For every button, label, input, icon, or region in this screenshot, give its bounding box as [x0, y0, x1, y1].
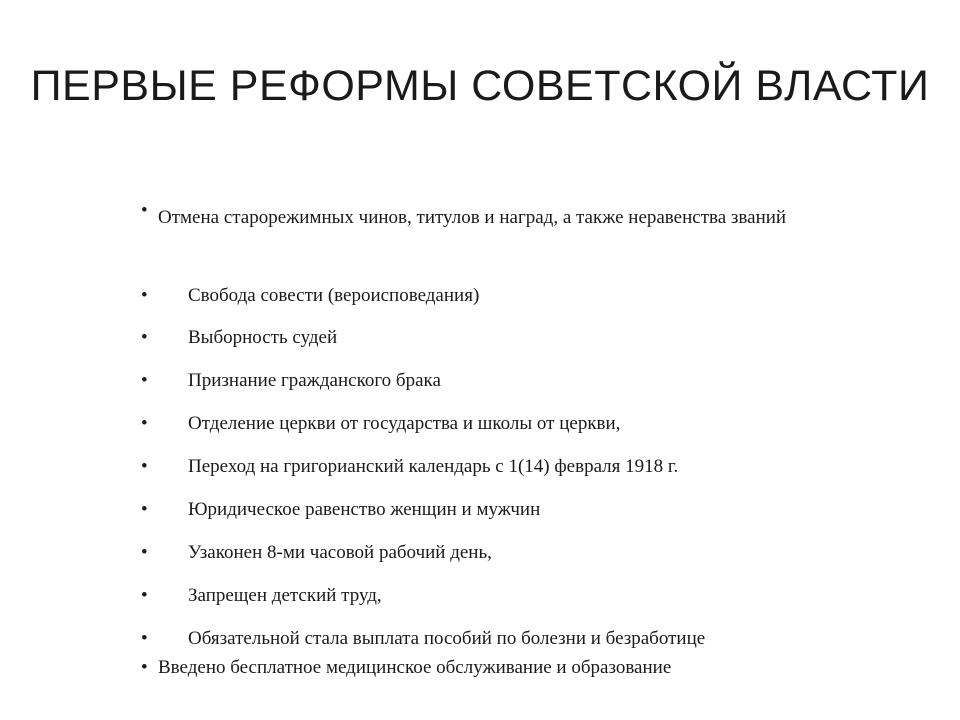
list-item: Введено бесплатное медицинское обслуживание и образование	[158, 657, 672, 678]
list-item: Отделение церкви от государства и школы от церкви,	[188, 413, 621, 434]
bullet-icon: •	[141, 542, 148, 563]
list-item: Переход на григорианский календарь с 1(14) февраля 1918 г.	[188, 456, 679, 477]
list-item: Признание гражданского брака	[188, 370, 441, 391]
bullet-icon: •	[141, 370, 148, 391]
slide-title: ПЕРВЫЕ РЕФОРМЫ СОВЕТСКОЙ ВЛАСТИ	[30, 62, 930, 110]
bullet-icon: •	[141, 628, 148, 649]
list-item: Юридическое равенство женщин и мужчин	[188, 499, 541, 520]
bullet-icon: •	[141, 456, 148, 477]
bullet-icon: •	[141, 285, 148, 306]
bullet-icon: •	[141, 657, 148, 678]
bullet-icon: •	[141, 200, 148, 221]
list-item: Узаконен 8-ми часовой рабочий день,	[188, 542, 492, 563]
list-item: Отмена старорежимных чинов, титулов и наград, а также неравенства званий	[158, 207, 787, 228]
bullet-icon: •	[141, 585, 148, 606]
bullet-icon: •	[141, 413, 148, 434]
list-item: Обязательной стала выплата пособий по болезни и безработице	[188, 628, 706, 649]
bullet-icon: •	[141, 327, 148, 348]
bullet-icon: •	[141, 499, 148, 520]
list-item: Свобода совести (вероисповедания)	[188, 285, 480, 306]
list-item: Выборность судей	[188, 327, 338, 348]
list-item: Запрещен детский труд,	[188, 585, 382, 606]
